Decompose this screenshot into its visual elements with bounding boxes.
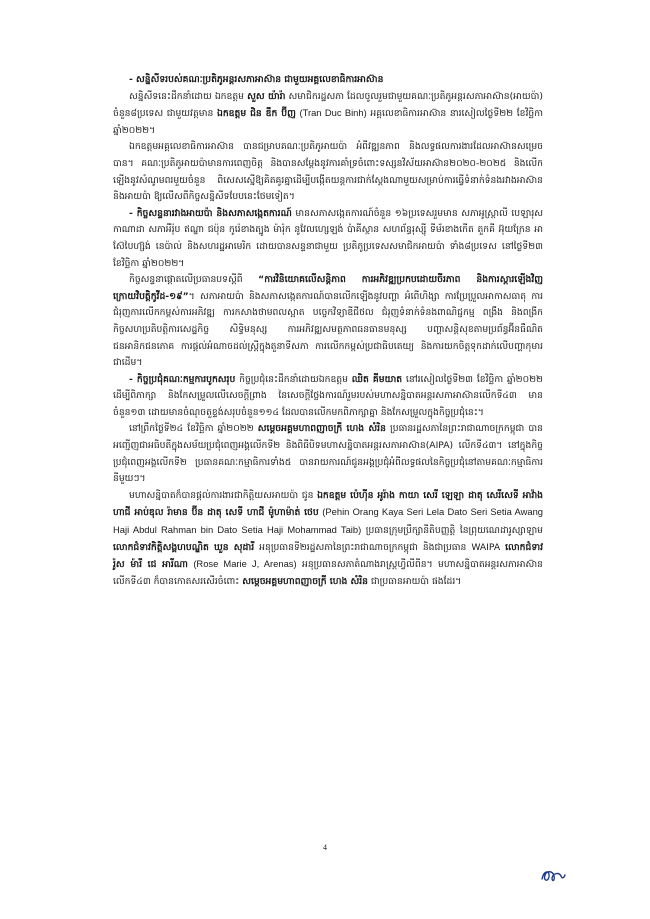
handwritten-initial-signature: [538, 864, 568, 886]
text-run: អគ្គលេខាធិការអាស៊ាន នារសៀលថ្ងៃទី២២ ខែវិច្ឆិកា ឆ្នាំ២០២២។: [113, 108, 544, 136]
latin-text-run: (Tran Duc Binh): [299, 107, 367, 119]
text-run: នៅព្រឹកថ្ងៃទី២៤ ខែវិច្ឆិកា ឆ្នាំ២០២២: [129, 423, 258, 435]
bold-text-run: ឈិត គីមយាត: [351, 373, 403, 385]
bold-text-run: “ការវិនិយោគលើសន្តិភាព ការអភិវឌ្ឍប្រកបដោយចីរភាព និងការស្ដារឡើងវិញក្រោយវិបត្តិកូវីដ-១៩”: [113, 274, 544, 302]
text-run: មានសភាសង្កេតការណ៍ចំនួន ១៦ប្រទេសរួមមាន សភាអូស្ត្រាលី បេឡារុស កាណាដា សភាអឺរ៉ុប ឥណ្ឌា ជប៉ុន កូរ៉េខាងត្បូង ម៉ារ៉ុក នូវែលហ្សេឡង់ ប៉ាគីស្ថាន សហព័ន្ធរុស្ស៊ី ទីម័រខាងកើត តួកគី អ៊ុយក្រែន អាស៊ែបៃហ្ស៊ង់ នេប៉ាល់ និងសហរដ្ឋអាមេរិក ដោយបានសន្ទនាជាមួយ ប្រតិភូប្រទេសសមាជិកអាយប៉ា ទាំង៨ប្រទេស នៅថ្ងៃទី២៣ ខែវិច្ឆិកា ឆ្នាំ២០២២។: [113, 207, 543, 269]
text-run: សមាជិករដ្ឋសភា ដែលចូលរួមជាមួយគណៈប្រតិភូអន្តរសភាអាស៊ាន(អាយប៉ា) ចំនួន៨ប្រទេស ជាមួយវត្តមាន: [113, 90, 543, 120]
text-run: នៅរសៀលថ្ងៃទី២៣ ខែវិច្ឆិកា ឆ្នាំ២០២២ ដើម្បីពិភាក្សា និងកែសម្រួលលើសេចក្ដីព្រាង នៃសេចក្ដីថ្លែងការណ៍រួមរបស់មហាសន្និបាតអន្តរសភាអាស៊ានលើកទី៤៣ មានចំនួន១៣ ដោយមានចំណុចតួខ្ទង់សរុបចំនួន១១៤ ដែលបានលើកមកពិភាក្សាគ្នា និងកែសម្រួលក្នុងកិច្ចប្រជុំនេះ។: [113, 373, 544, 418]
text-run: ជាប្រធានអាយប៉ា ផងដែរ។: [368, 575, 462, 587]
bold-text-run: សួស យ៉ារ៉ា: [247, 90, 286, 102]
section-heading-asean-secretary-general: [113, 72, 543, 89]
text-run: ឯកឧត្តមអគ្គលេខាធិការអាស៊ាន បានជម្រាបគណៈប្រតិភូអាយប៉ា អំពីវឌ្ឍនភាព និងលទ្ធផលការងារដែលអាស៊ានសម្រេចបាន។ គណៈប្រតិភូអាយប៉ាមានការពេញចិត្ត និងបានសម្ដែងនូវការគាំទ្រចំពោះទស្សនវិស័យអាស៊ាន២០២០-២០២៥ និងលើកឡើងនូវសំណូមពរមួយចំនួន ពិសេសស្នើឱ្យគិតគូរគ្នាដើម្បីបង្កើតយន្តការជាក់ស្ដែងណាមួយសម្រាប់ការធ្វើទំនាក់ទំនងរវាងអាស៊ាន និងអាយប៉ា ឱ្យលើសពីកិច្ចសន្និសីទបែបនេះថែមទៀត។: [113, 141, 543, 203]
bold-text-run: លោកជំទាវ រ៉ូស ម៉ារី ជេ អារីណា: [113, 541, 543, 571]
page-number: 4: [323, 843, 327, 852]
text-run: អនុប្រធានទី២រដ្ឋសភានៃព្រះរាជាណាចក្រកម្ពុជា និងជាប្រធាន WAIPA: [254, 541, 506, 553]
bold-text-run: - សន្និសីទរបស់គណៈប្រតិភូអន្តរសភាអាស៊ាន ជាមួយអគ្គលេខាធិការអាស៊ាន: [129, 74, 384, 85]
text-run: ។ សភាអាយប៉ា និងសភាសង្កេតការណ៍បានលើកឡើងនូវបញ្ហា អំពើហិង្សា ការប្រែប្រួលអាកាសធាតុ ការជំរុញការលើកកម្ពស់ការអភិវឌ្ឍ ការកសាងថាមពលស្អាត បច្ចេកវិទ្យាឌីជីថល ជំរុញទំនាក់ទំនងពាណិជ្ជកម្ម ពង្រឹង និងពង្រីកកិច្ចសហប្រតិបត្តិការសេដ្ឋកិច្ច សិទ្ធិមនុស្ស ការអភិវឌ្ឍសមត្ថភាពធនធានមនុស្ស បញ្ហាសន្តិសុខតាមប្រព័ន្ធអ៊ីនធឺណិត ជនអានិកជនភោគ ការផ្ដល់អំណាចដល់ស្ត្រីក្នុងតួនាទីសភា ការលើកកម្ពស់ប្រជាធិបតេយ្យ និងការយកចិត្តទុកដាក់លើបញ្ហាកុមារជាដើម។: [113, 290, 543, 369]
paragraph-dialogue-topic: [113, 272, 543, 372]
bold-text-run: - កិច្ចសន្ទនារវាងអាយប៉ា និងសភាសង្កេតការណ៍: [129, 207, 292, 219]
text-run: សន្និសីទនេះដឹកនាំដោយ ឯកឧត្តម: [129, 90, 248, 102]
bold-text-run: សម្ដេចអគ្គមហាពញាចក្រី ហេង សំរិន: [242, 575, 368, 587]
text-run: ប្រធានក្រុមប្រឹក្សានីតិបញ្ញត្តិ នៃព្រុយណេដារូស្សាឡាម: [361, 525, 543, 537]
latin-text-run: (Pehin Orang Kaya Seri Lela Dato Seri Setia Awang Haji Abdul Rahman bin Dato Setia Haji Mohammad Taib): [113, 506, 544, 536]
page-body: [113, 72, 543, 590]
paragraph-honorary-award: [113, 488, 543, 591]
bold-text-run: លោកជំទាវកិត្តិសង្គហបណ្ឌិត ឃួន សុដារី: [113, 541, 255, 553]
paragraph-closing-session: [113, 421, 543, 487]
bold-text-run: សម្ដេចអគ្គមហាពញាចក្រី ហេង សំរិន: [257, 423, 386, 435]
paragraph-summary-committee: [113, 372, 543, 422]
paragraph-secretary-general-report: [113, 139, 543, 205]
bold-text-run: - កិច្ចប្រជុំគណៈកម្មការបូកសរុប: [129, 373, 236, 385]
paragraph-meeting-led-by: [113, 89, 543, 140]
text-run: កិច្ចប្រជុំនេះដឹកនាំដោយឯកឧត្តម: [235, 373, 352, 385]
text-run: កិច្ចសន្ទនាផ្ដោតលើប្រធានបទស្ដីពី: [129, 274, 259, 286]
text-run: មហាសន្និបាតក៏បានផ្ដល់ការងារជាកិត្តិយសអាយប៉ា ជូន: [129, 489, 318, 501]
bold-text-run: ឯកឧត្តម ប៉េហ៊ីន អូរ៉ាង កាយា សេរី ឡេឡា ដាតុ សេរីសេទី អាវ៉ាង ហាជី អាប់ឌុល រ៉ាមាន ប៊ីន ដាតុ សេទី ហាជី ម៉ូហាម៉ាត់ ថេប: [113, 489, 543, 519]
paragraph-observer-dialogue: [113, 206, 543, 272]
bold-text-run: ឯកឧត្តម ជិន ឌឹក ប៊ីញ: [217, 108, 296, 120]
text-run: អនុប្រធានសភាតំណាងរាស្ត្រហ្វីលីពីន។ មហាសន្និបាតអន្តរសភាអាស៊ានលើកទី៤៣ ក៏បានកោតសរសើរចំពោះ: [113, 559, 544, 587]
text-run: ប្រធានរដ្ឋសភានៃព្រះរាជាណាចក្រកម្ពុជា បានអញ្ជើញជាអធិបតីក្នុងសម័យប្រជុំពេញអង្គលើកទី២ និងពិធីបិទមហាសន្និបាតអន្តរសភាអាស៊ាន(AIPA) លើកទី៤៣។ នៅក្នុងកិច្ចប្រជុំពេញអង្គលើកទី២ ប្រធានគណៈកម្មាធិការទាំង៥ បានរាយការណ៍ជូនអង្គប្រជុំអំពីលទ្ធផលនៃកិច្ចប្រជុំនៅតាមគណៈកម្មាធិការនីមួយៗ។: [113, 423, 543, 485]
latin-text-run: (Rose Marie J, Arenas): [193, 558, 297, 570]
